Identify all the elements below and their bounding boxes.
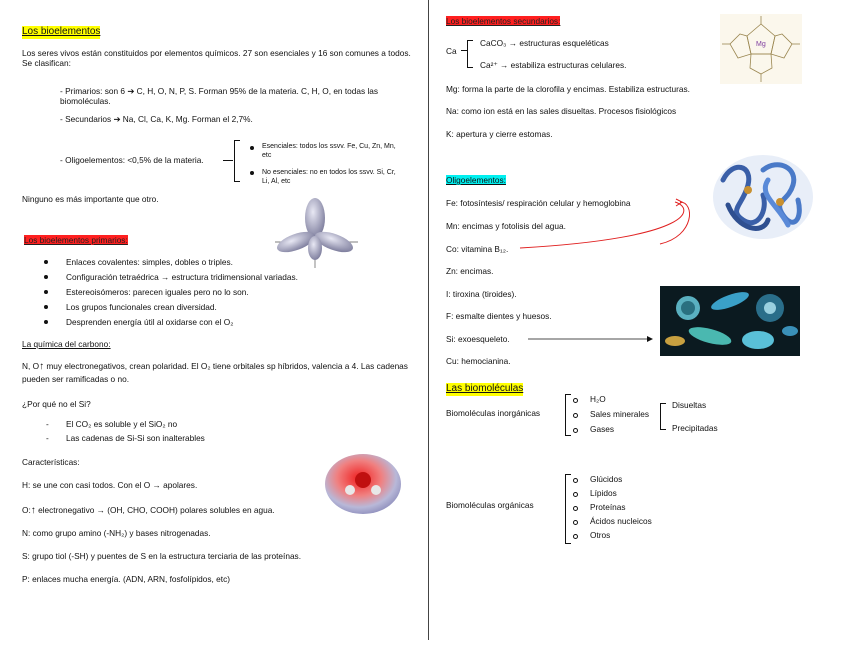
org-label: Biomoléculas orgánicas xyxy=(446,500,534,510)
p-line: P: enlaces mucha energía. (ADN, ARN, fosfolípidos, etc) xyxy=(22,574,230,584)
inorg-brace xyxy=(565,394,571,436)
h-line: H: se une con casi todos. Con el O → apolares. xyxy=(22,480,198,490)
org-item: Otros xyxy=(590,530,611,540)
circle-bullet-icon xyxy=(573,398,578,403)
si-list-item: Las cadenas de Si-Si son inalterables xyxy=(66,433,205,443)
ca-label: Ca xyxy=(446,46,457,56)
bullet-icon xyxy=(44,320,48,324)
si-list-item: El CO₂ es soluble y el SiO₂ no xyxy=(66,419,178,429)
circle-bullet-icon xyxy=(573,478,578,483)
org-item: Glúcidos xyxy=(590,474,623,484)
orbital-diagram-image xyxy=(270,198,360,270)
up-arrow-icon: ↑ xyxy=(30,505,36,516)
org-item: Lípidos xyxy=(590,488,617,498)
bullet-icon xyxy=(44,305,48,309)
inorg-item: Sales minerales xyxy=(590,409,650,419)
carbono-text-a: N, O xyxy=(22,361,40,371)
secundarios-text: Na, Cl, Ca, K, Mg. Forman el 2,7%. xyxy=(120,114,253,124)
primarios-label: - Primarios: son 6 xyxy=(60,86,128,96)
oligo-list-item: Si: exoesqueleto. xyxy=(446,334,510,344)
dash-icon: - xyxy=(46,419,49,429)
intro-text-content: Los seres vivos están constituidos por elementos químicos. 27 son esenciales y 16 son comunes a todos. Se clasifican: xyxy=(22,48,411,69)
oligo-connector xyxy=(223,160,233,161)
o-line xyxy=(22,505,275,518)
caract-title: Características: xyxy=(22,457,80,467)
arrow-icon xyxy=(528,334,658,344)
o-line-a: O: xyxy=(22,505,31,515)
sales-item: Precipitadas xyxy=(672,423,718,433)
primarios-text: C, H, O, N, P, S. Forman 95% de la materia. C, H, O, en todas las biomoléculas. xyxy=(60,86,379,107)
org-item: Ácidos nucleicos xyxy=(590,516,652,526)
circle-bullet-icon xyxy=(573,506,578,511)
caco3-text: CaCO₃ → estructuras esqueléticas xyxy=(480,38,609,48)
oligo-list-item: F: esmalte dientes y huesos. xyxy=(446,311,552,321)
intro-text xyxy=(22,48,412,69)
carbono-title: La química del carbono: xyxy=(22,339,111,349)
primarios-item xyxy=(60,86,410,107)
chlorophyll-structure-image xyxy=(720,14,802,84)
circle-bullet-icon xyxy=(573,413,578,418)
oligo-title: Oligoelementos: xyxy=(446,175,506,185)
sales-item: Disueltas xyxy=(672,400,707,410)
bullet-icon xyxy=(250,171,254,175)
secundarios-label: - Secundarios xyxy=(60,114,114,124)
secundarios-item xyxy=(60,114,253,124)
oligo-list-item: I: tiroxina (tiroides). xyxy=(446,289,517,299)
bullet-icon xyxy=(44,260,48,264)
k-line: K: apertura y cierre estomas. xyxy=(446,129,553,139)
diatoms-image xyxy=(660,286,800,356)
bullet-icon xyxy=(44,275,48,279)
si-question: ¿Por qué no el Si? xyxy=(22,399,91,409)
esenciales-text: Esenciales: todos los ssvv. Fe, Cu, Zn, Mn, etc xyxy=(262,143,396,159)
oligo-item: - Oligoelementos: <0,5% de la materia. xyxy=(60,155,204,165)
primarios-list-item: Desprenden energía útil al oxidarse con el O₂ xyxy=(66,317,234,327)
ca2-text: Ca²⁺ → estabiliza estructuras celulares. xyxy=(480,60,627,70)
oligo-list-item: Co: vitamina B₁₂. xyxy=(446,244,509,254)
arrow-icon: ➔ xyxy=(113,114,121,124)
up-arrow-icon: ↑ xyxy=(39,361,45,372)
inorg-label: Biomoléculas inorgánicas xyxy=(446,408,541,418)
left-title: Los bioelementos xyxy=(22,26,101,37)
oligo-list-item: Cu: hemocianina. xyxy=(446,356,511,366)
oligo-brace xyxy=(234,140,240,182)
oligo-list-item: Mn: encimas y fotolisis del agua. xyxy=(446,221,566,231)
primarios-list-item: Configuración tetraédrica → estructura tridimensional variadas. xyxy=(66,272,298,282)
primarios-list-item: Los grupos funcionales crean diversidad. xyxy=(66,302,217,312)
carbono-text-b: muy electronegativos, crean polaridad. El O₂ tiene orbitales sp híbridos, valencia a 4. Las cadenas pueden ser ramificadas o no. xyxy=(22,361,408,384)
circle-bullet-icon xyxy=(573,428,578,433)
water-molecule-image xyxy=(322,450,404,518)
org-brace xyxy=(565,474,571,544)
carbono-text xyxy=(22,361,412,384)
ca-brace xyxy=(467,40,473,68)
org-item: Proteínas xyxy=(590,502,626,512)
primarios-list-item: Enlaces covalentes: simples, dobles o triples. xyxy=(66,257,233,267)
primarios-list-item: Estereoisómeros: parecen iguales pero no lo son. xyxy=(66,287,249,297)
na-line: Na: como ion está en las sales disueltas. Procesos fisiológicos xyxy=(446,106,677,116)
bullet-icon xyxy=(44,290,48,294)
bullet-icon xyxy=(250,146,254,150)
oligo-list-item: Fe: fotosíntesis/ respiración celular y hemoglobina xyxy=(446,198,631,208)
oligo-list-item: Zn: encimas. xyxy=(446,266,494,276)
mg-line: Mg: forma la parte de la clorofila y encimas. Estabiliza estructuras. xyxy=(446,84,690,94)
secundarios-title: Los bioelementos secundarios: xyxy=(446,16,561,26)
circle-bullet-icon xyxy=(573,520,578,525)
circle-bullet-icon xyxy=(573,534,578,539)
inorg-item: H₂O xyxy=(590,394,606,404)
circle-bullet-icon xyxy=(573,492,578,497)
biomol-title: Las biomoléculas xyxy=(446,383,524,394)
sales-brace xyxy=(660,403,666,430)
primarios-title: Los bioelementos primarios: xyxy=(24,235,128,245)
n-line: N: como grupo amino (-NH₂) y bases nitrogenadas. xyxy=(22,528,211,538)
o-line-b: electronegativo → (OH, CHO, COOH) polares solubles en agua. xyxy=(35,505,275,515)
column-divider xyxy=(428,0,429,640)
no-esenciales-text: No esenciales: no en todos los ssvv. Si, Cr, Li, Al, etc xyxy=(262,169,396,185)
s-line: S: grupo tiol (-SH) y puentes de S en la estructura terciaria de las proteínas. xyxy=(22,551,302,561)
dash-icon: - xyxy=(46,433,49,443)
svg-text:Mg: Mg xyxy=(756,41,766,48)
ninguno-text: Ninguno es más importante que otro. xyxy=(22,194,159,204)
inorg-item: Gases xyxy=(590,424,614,434)
arrow-icon: ➔ xyxy=(127,86,135,96)
